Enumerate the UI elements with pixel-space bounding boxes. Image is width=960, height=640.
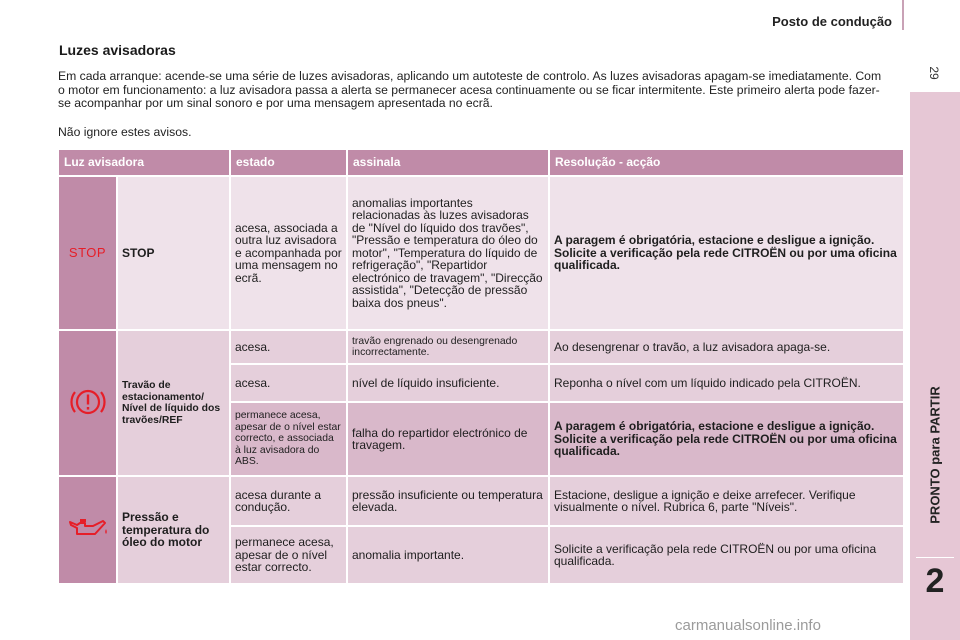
oil-assinala-1: pressão insuficiente ou temperatura elevada. xyxy=(347,476,549,526)
brake-icon-cell xyxy=(58,330,117,476)
header-acao: Resolução - acção xyxy=(549,149,904,176)
brake-assinala-3: falha do repartidor electrónico de travagem. xyxy=(347,402,549,476)
stop-icon-cell xyxy=(58,176,117,330)
oil-acao-1: Estacione, desligue a ignição e deixe arrefecer. Verifique visualmente o nível. Rubrica 6, parte "Níveis". xyxy=(549,476,904,526)
page-header-title: Posto de condução xyxy=(772,14,892,29)
oil-name: Pressão e temperatura do óleo do motor xyxy=(117,476,230,584)
stop-name: STOP xyxy=(117,176,230,330)
oil-icon-cell xyxy=(58,476,117,584)
header-luz: Luz avisadora xyxy=(58,149,230,176)
warning-lights-table xyxy=(57,148,905,585)
table-row-stop xyxy=(58,176,904,330)
brake-name: Travão de estacionamento/ Nível de líquido dos travões/REF xyxy=(117,330,230,476)
brake-assinala-2: nível de líquido insuficiente. xyxy=(347,364,549,402)
brake-estado-3: permanece acesa, apesar de o nível estar correcto, e associada à luz avisadora do ABS. xyxy=(230,402,347,476)
section-title: Luzes avisadoras xyxy=(59,42,176,58)
header-assinala: assinala xyxy=(347,149,549,176)
stop-assinala: anomalias importantes relacionadas às luzes avisadoras de "Nível do líquido dos travões", "Pressão e temperatura do óleo do motor", "Temperatura do líquido de refrigeração", "Repartidor electrónico de travagem", "Direcção assistida", "Detecção de pressão baixa dos pneus". xyxy=(347,176,549,330)
side-divider xyxy=(916,557,954,558)
stop-estado: acesa, associada a outra luz avisadora e acompanhada por uma mensagem no ecrã. xyxy=(230,176,347,330)
brake-estado-2: acesa. xyxy=(230,364,347,402)
oil-estado-2: permanece acesa, apesar de o nível estar correcto. xyxy=(230,526,347,584)
oil-estado-1: acesa durante a condução. xyxy=(230,476,347,526)
oil-can-icon xyxy=(67,516,109,542)
table-row-brake-1 xyxy=(58,330,904,364)
oil-assinala-2: anomalia importante. xyxy=(347,526,549,584)
page-number: 29 xyxy=(927,66,941,80)
brake-acao-3: A paragem é obrigatória, estacione e desligue a ignição. Solicite a verificação pela rede CITROËN ou por uma oficina qualificada. xyxy=(549,402,904,476)
intro-warning: Não ignore estes avisos. xyxy=(58,125,192,139)
oil-acao-2: Solicite a verificação pela rede CITROËN ou por uma oficina qualificada. xyxy=(549,526,904,584)
stop-icon: STOP xyxy=(68,244,107,260)
brake-estado-1: acesa. xyxy=(230,330,347,364)
stop-acao: A paragem é obrigatória, estacione e desligue a ignição. Solicite a verificação pela rede CITROËN ou por uma oficina qualificada. xyxy=(549,176,904,330)
chapter-side-label: PRONTO para PARTIR xyxy=(927,386,943,524)
brake-acao-2: Reponha o nível com um líquido indicado pela CITROËN. xyxy=(549,364,904,402)
brake-assinala-1: travão engrenado ou desengrenado incorrectamente. xyxy=(347,330,549,364)
brake-warning-icon xyxy=(69,383,107,421)
chapter-number: 2 xyxy=(925,562,945,600)
intro-paragraph: Em cada arranque: acende-se uma série de luzes avisadoras, aplicando um autoteste de controlo. As luzes avisadoras apagam-se imediatamente. Com o motor em funcionamento: a luz avisadora passa a alerta se permanecer acesa continuamente ou se ficar intermitente. Este primeiro alerta pode fazer-se acompanhar por um sinal sonoro e por uma mensagem apresentada no ecrã. xyxy=(58,69,882,110)
table-header-row xyxy=(58,149,904,176)
table-row-oil-1 xyxy=(58,476,904,526)
watermark: carmanualsonline.info xyxy=(675,617,821,634)
brake-acao-1: Ao desengrenar o travão, a luz avisadora apaga-se. xyxy=(549,330,904,364)
header-estado: estado xyxy=(230,149,347,176)
header-divider xyxy=(902,0,904,30)
